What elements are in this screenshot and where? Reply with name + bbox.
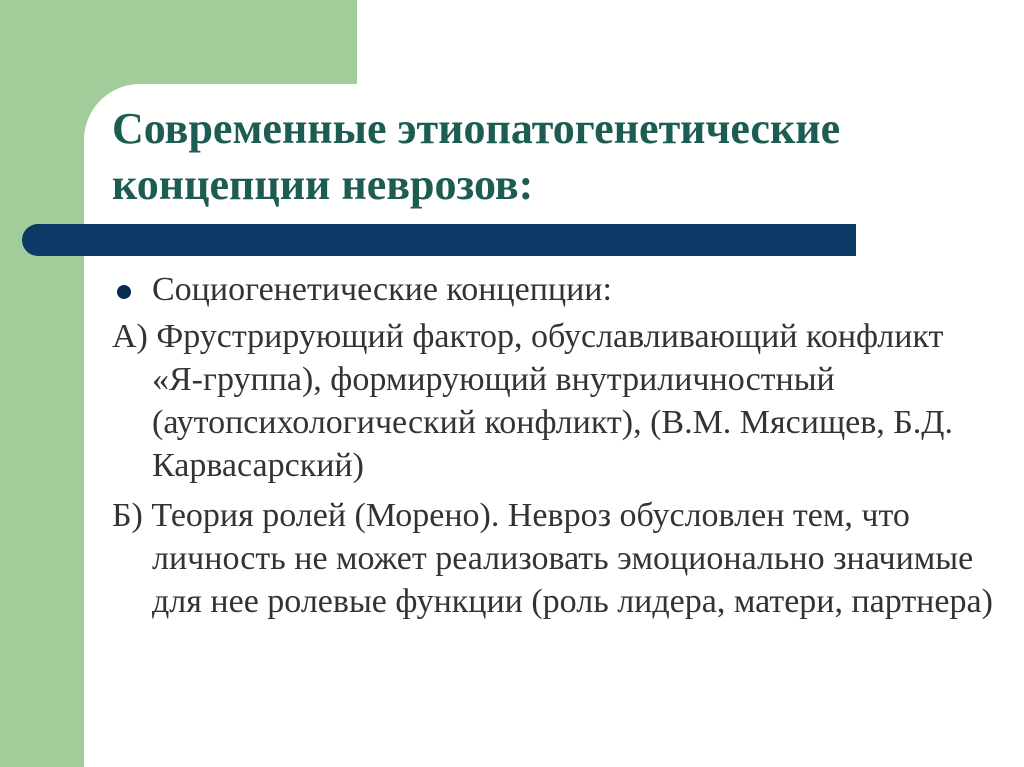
slide-title-line-1: Современные этиопатогенетические — [112, 104, 841, 153]
slide-title — [112, 101, 992, 213]
bullet-icon — [117, 285, 131, 299]
bullet-item — [112, 268, 1002, 311]
paragraph-b: Б) Теория ролей (Морено). Невроз обусловлен тем, что личность не может реализовать эмоционально значимые для нее ролевые функции (роль лидера, матери, партнера) — [112, 497, 993, 620]
bullet-text: Социогенетические концепции: — [152, 271, 612, 308]
title-underline-bar — [22, 224, 856, 256]
slide-body — [112, 268, 1002, 630]
paragraph-a: А) Фрустрирующий фактор, обуславливающий конфликт «Я-группа), формирующий внутриличностный (аутопсихологический конфликт), (В.М. Мясищев, Б.Д. Карвасарский) — [112, 318, 953, 484]
slide-title-line-2: концепции неврозов: — [112, 160, 534, 209]
